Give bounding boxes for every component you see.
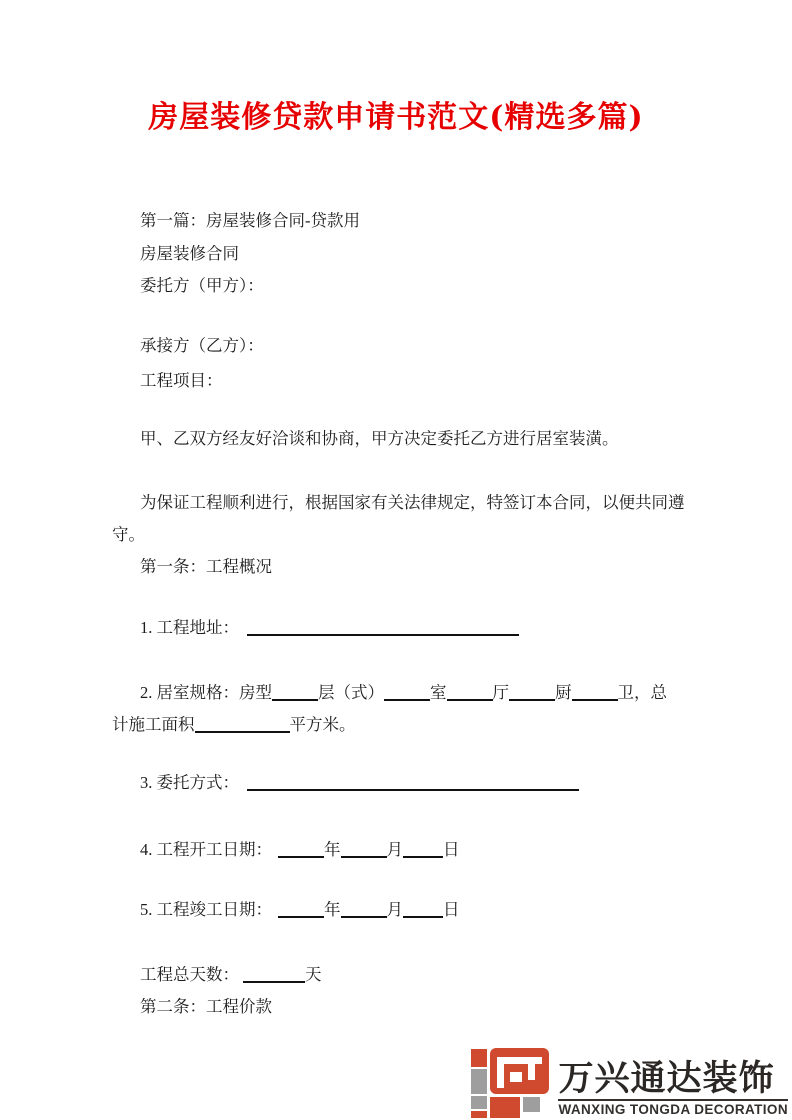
document-line: [112, 959, 698, 991]
text-segment: 日: [443, 840, 460, 859]
text-segment: 甲、乙双方经友好洽谈和协商，甲方决定委托乙方进行居室装潢。: [140, 429, 619, 448]
document-line: [112, 519, 698, 551]
text-segment: 年: [324, 840, 341, 859]
text-segment: 为保证工程顺利进行，根据国家有关法律规定，特签订本合同，以便共同遵: [140, 493, 685, 512]
text-segment: 5. 工程竣工日期：: [140, 900, 272, 919]
text-segment: 厨: [555, 683, 572, 702]
text-segment: 室: [430, 683, 447, 702]
text-segment: 月: [386, 900, 403, 919]
text-segment: 天: [305, 965, 322, 984]
logo-english-name: WANXING TONGDA DECORATION: [558, 1099, 788, 1118]
blank-underline-field: [403, 842, 443, 858]
blank-underline-field: [247, 775, 579, 791]
text-segment: 月: [386, 840, 403, 859]
document-line: [112, 709, 698, 741]
blank-underline-field: [247, 620, 519, 636]
blank-underline-field: [384, 685, 430, 701]
blank-underline-field: [243, 967, 305, 983]
text-segment: 第一篇：房屋装修合同-贷款用: [140, 211, 360, 230]
text-segment: 工程总天数：: [140, 965, 239, 984]
text-segment: 第二条：工程价款: [140, 997, 272, 1016]
text-segment: 工程项目：: [140, 371, 223, 390]
text-segment: 3. 委托方式：: [140, 773, 239, 792]
document-line: [112, 423, 698, 455]
blank-underline-field: [341, 902, 387, 918]
blank-underline-field: [278, 842, 324, 858]
text-segment: 房屋装修合同: [140, 244, 239, 263]
blank-underline-field: [447, 685, 493, 701]
text-segment: 日: [443, 900, 460, 919]
text-segment: 4. 工程开工日期：: [140, 840, 272, 859]
document-line: [112, 894, 698, 926]
logo-chinese-name: 万兴通达装饰: [558, 1059, 775, 1098]
blank-underline-field: [195, 717, 290, 733]
text-segment: 2. 居室规格：房型: [140, 683, 272, 702]
text-segment: 委托方（甲方）：: [140, 276, 264, 295]
document-line: [112, 487, 698, 519]
text-segment: 平方米。: [289, 715, 356, 734]
document-line: [112, 991, 698, 1023]
text-segment: 承接方（乙方）：: [140, 336, 264, 355]
blank-underline-field: [278, 902, 324, 918]
text-segment: 卫，总: [617, 683, 667, 702]
document-line: [112, 767, 698, 799]
page-title: 房屋装修贷款申请书范文(精选多篇): [148, 100, 644, 135]
document-line: [112, 551, 698, 583]
blank-underline-field: [341, 842, 387, 858]
wanxing-tongda-logo-icon: [471, 1048, 549, 1118]
text-segment: 计施工面积: [112, 715, 195, 734]
text-segment: 年: [324, 900, 341, 919]
text-segment: 层（式）: [318, 683, 384, 702]
document-line: [112, 238, 698, 270]
logo-text-block: [558, 1060, 788, 1118]
document-line: [112, 330, 698, 362]
document-line: [112, 205, 698, 237]
company-logo: [471, 1048, 788, 1118]
blank-underline-field: [403, 902, 443, 918]
document-body: [112, 205, 698, 1023]
text-segment: 守。: [112, 525, 145, 544]
document-line: [112, 612, 698, 644]
document-line: [112, 677, 698, 709]
blank-underline-field: [572, 685, 618, 701]
document-line: [112, 270, 698, 302]
blank-underline-field: [272, 685, 318, 701]
text-segment: 厅: [492, 683, 509, 702]
text-segment: 第一条：工程概况: [140, 557, 272, 576]
text-segment: 1. 工程地址：: [140, 618, 239, 637]
blank-underline-field: [509, 685, 555, 701]
document-line: [112, 834, 698, 866]
document-line: [112, 365, 698, 397]
